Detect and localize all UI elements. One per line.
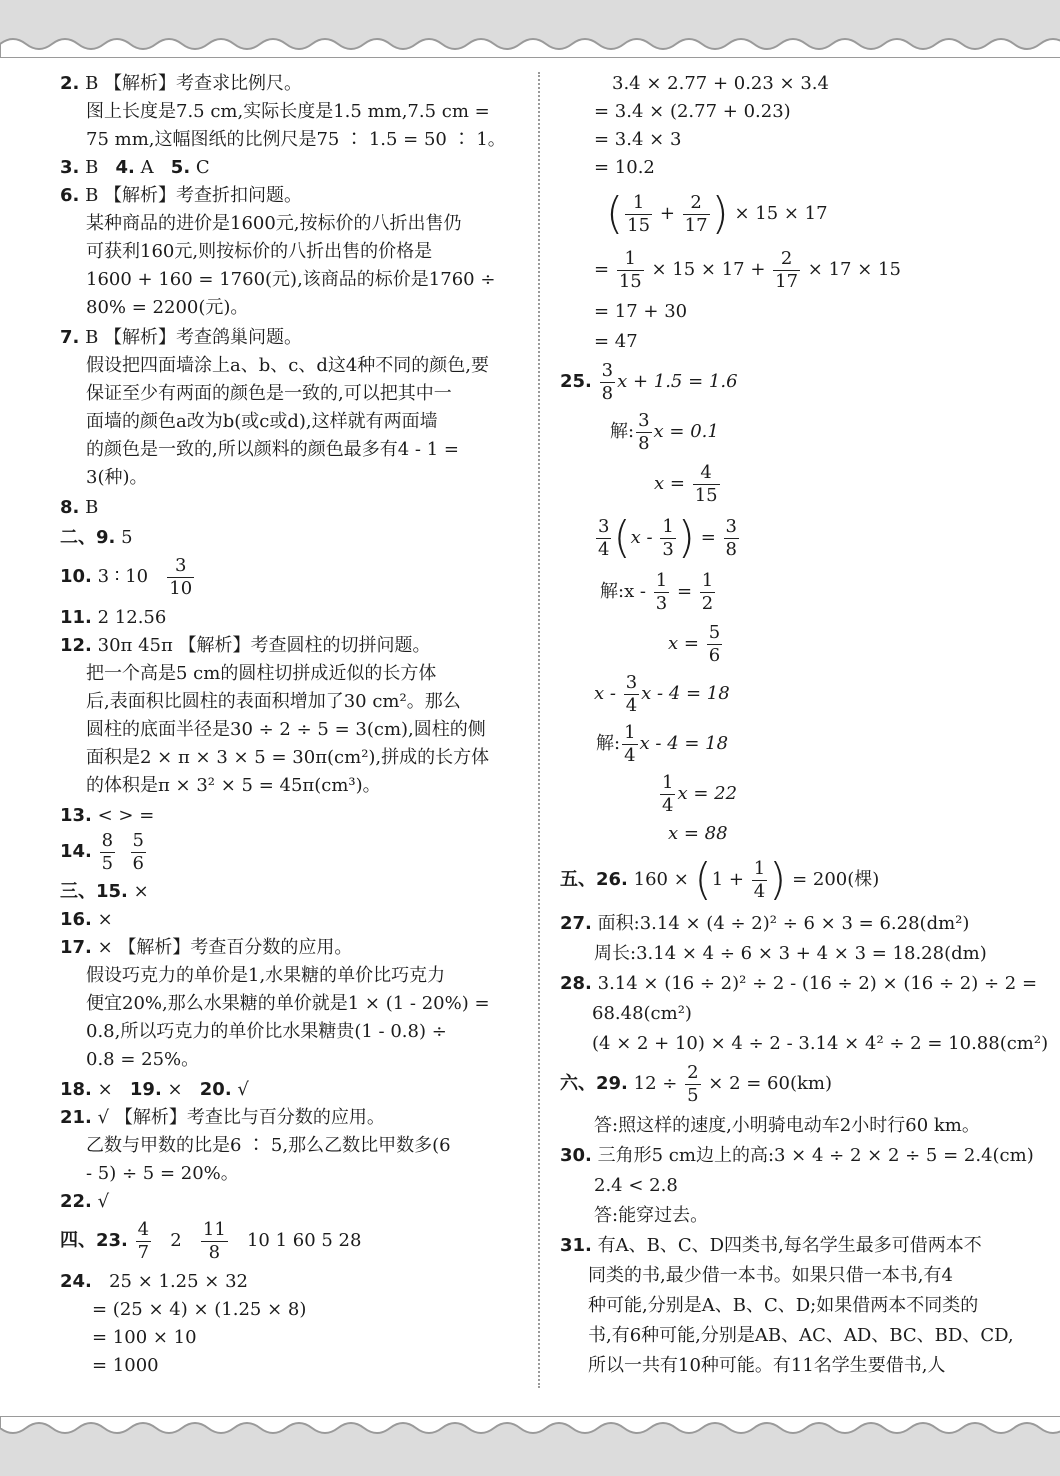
answer-12-line-3: 圆柱的底面半径是30 ÷ 2 ÷ 5 = 3(cm),圆柱的侧: [86, 719, 486, 740]
answer-31-line-3: 种可能,分别是A、B、C、D;如果借两本不同类的: [588, 1295, 979, 1316]
eq-1-step-2: x = $\frac{4}{15}$: [654, 461, 718, 506]
answer-6-line-1: 某种商品的进价是1600元,按标价的八折出售仍: [86, 213, 462, 234]
answer-31-line-5: 所以一共有10种可能。有11名学生要借书,人: [588, 1355, 946, 1376]
answer-2: 2. B 【解析】考查求比例尺。: [60, 73, 303, 94]
answers-18-20: 18. × 19. × 20. √: [60, 1079, 249, 1100]
eq-3-line-1: x - $\frac{3}{4}$ x - 4 = 18: [594, 671, 730, 716]
answer-7: 7. B 【解析】考查鸽巢问题。: [60, 327, 303, 348]
answer-17-line-1: 假设巧克力的单价是1,水果糖的单价比巧克力: [86, 965, 446, 986]
fraction: $\frac{5}{6}$: [132, 829, 144, 874]
answer-7-line-2: 保证至少有两面的颜色是一致的,可以把其中一: [86, 383, 452, 404]
answer-6-line-4: 80% = 2200(元)。: [86, 297, 249, 318]
answer-7-line-3: 面墙的颜色a改为b(或c或d),这样就有两面墙: [86, 411, 438, 432]
answer-30: 30. 三角形5 cm边上的高:3 × 4 ÷ 2 × 2 ÷ 5 = 2.4(cm): [560, 1145, 1034, 1166]
answer-28-line-2: 68.48(cm²): [592, 1003, 692, 1024]
eq-3-step-1: 解: $\frac{1}{4}$ x - 4 = 18: [596, 721, 729, 766]
answer-6-line-3: 1600 + 160 = 1760(元),该商品的标价是1760 ÷: [86, 269, 496, 290]
fraction: $\frac{11}{8}$: [202, 1218, 226, 1263]
fraction: $\frac{1}{3}$: [655, 569, 668, 614]
eq-2-step-2: x = $\frac{5}{6}$: [668, 621, 721, 666]
answer-29-conclusion: 答:照这样的速度,小明骑电动车2小时行60 km。: [594, 1115, 980, 1136]
fraction: $\frac{2}{17}$: [684, 191, 708, 236]
top-wave-border: [0, 0, 1060, 56]
answer-24-line-3: = 100 × 10: [92, 1327, 197, 1348]
answer-30-conclusion: 答:能穿过去。: [594, 1205, 709, 1226]
bottom-wave-decoration: [0, 1416, 1060, 1440]
eq-1-step-1: 解: $\frac{3}{8}$ x = 0.1: [610, 409, 719, 454]
calc-2-line-4: = 47: [594, 331, 638, 352]
answer-26: 五、26. 160 × (1 + $\frac{1}{4}$ ) = 200(棵): [560, 854, 880, 905]
answer-17-line-4: 0.8 = 25%。: [86, 1049, 200, 1070]
answer-24: 24. 25 × 1.25 × 32: [60, 1271, 248, 1292]
answer-31-line-4: 书,有6种可能,分别是AB、AC、AD、BC、BD、CD,: [588, 1325, 1014, 1346]
fraction: $\frac{1}{15}$: [618, 247, 642, 292]
fraction: $\frac{4}{15}$: [694, 461, 718, 506]
fraction: $\frac{2}{5}$: [687, 1061, 699, 1106]
answer-11: 11. 2 12.56: [60, 607, 167, 628]
answer-28: 28. 3.14 × (16 ÷ 2)² ÷ 2 - (16 ÷ 2) × (16 ÷ 2) ÷ 2 =: [560, 973, 1038, 994]
fraction: $\frac{4}{7}$: [137, 1218, 150, 1263]
bottom-wave-border: [0, 1420, 1060, 1476]
fraction: $\frac{1}{4}$: [753, 857, 766, 902]
answer-12-line-4: 面积是2 × π × 3 × 5 = 30π(cm²),拼成的长方体: [86, 747, 490, 768]
answer-21-line-1: 乙数与甲数的比是6 ∶ 5,那么乙数比甲数多(6: [86, 1135, 451, 1156]
fraction: $\frac{2}{17}$: [775, 247, 799, 292]
answer-6: 6. B 【解析】考查折扣问题。: [60, 185, 303, 206]
answer-31-line-2: 同类的书,最少借一本书。如果只借一本书,有4: [588, 1265, 953, 1286]
fraction: $\frac{3}{8}$: [601, 359, 614, 404]
answer-17-line-2: 便宜20%,那么水果糖的单价就是1 × (1 - 20%) =: [86, 993, 490, 1014]
calc-2-line-1: ( $\frac{1}{15}$ + $\frac{2}{17}$ ) × 15 × 17: [606, 188, 828, 239]
fraction: $\frac{1}{15}$: [627, 191, 651, 236]
calc-1-line-3: = 3.4 × 3: [594, 129, 682, 150]
answer-27-line-2: 周长:3.14 × 4 ÷ 6 × 3 + 4 × 3 = 18.28(dm): [594, 943, 987, 964]
answer-2-line-2: 75 mm,这幅图纸的比例尺是75 ∶ 1.5 = 50 ∶ 1。: [86, 129, 506, 150]
fraction: $\frac{1}{2}$: [701, 569, 714, 614]
answer-12-line-2: 后,表面积比圆柱的表面积增加了30 cm²。那么: [86, 691, 461, 712]
answer-16: 16. ×: [60, 909, 113, 930]
fraction: $\frac{3}{4}$: [625, 671, 638, 716]
calc-2-line-3: = 17 + 30: [594, 301, 688, 322]
answer-12: 12. 30π 45π 【解析】考查圆柱的切拼问题。: [60, 635, 431, 656]
answer-31: 31. 有A、B、C、D四类书,每名学生最多可借两本不: [560, 1235, 982, 1256]
eq-3-step-2: $\frac{1}{4}$ x = 22: [662, 771, 738, 816]
eq-3-step-3: x = 88: [668, 823, 728, 844]
answer-7-line-5: 3(种)。: [86, 467, 148, 488]
fraction: $\frac{1}{4}$: [662, 771, 674, 816]
answer-21-line-2: - 5) ÷ 5 = 20%。: [86, 1163, 239, 1184]
calc-2-line-2: = $\frac{1}{15}$ × 15 × 17 + $\frac{2}{17}$ × 17 × 15: [594, 247, 901, 292]
fraction: $\frac{3}{8}$: [638, 409, 650, 454]
answer-22: 22. √: [60, 1191, 110, 1212]
eq-2-line-1: $\frac{3}{4}$ (x - $\frac{1}{3}$ ) = $\frac{3}{8}$: [598, 512, 737, 563]
answer-13: 13. < > =: [60, 805, 155, 826]
calc-1-line-4: = 10.2: [594, 157, 655, 178]
fraction: $\frac{3}{10}$: [169, 554, 193, 599]
answer-29: 六、29. 12 ÷ $\frac{2}{5}$ × 2 = 60(km): [560, 1061, 832, 1106]
calc-1-line-1: 3.4 × 2.77 + 0.23 × 3.4: [612, 73, 829, 94]
eq-2-step-1: 解:x - $\frac{1}{3}$ = $\frac{1}{2}$: [600, 569, 714, 614]
fraction: $\frac{1}{3}$: [662, 515, 674, 560]
answer-7-line-1: 假设把四面墙涂上a、b、c、d这4种不同的颜色,要: [86, 355, 490, 376]
top-wave-decoration: [0, 34, 1060, 58]
answer-2-line-1: 图上长度是7.5 cm,实际长度是1.5 mm,7.5 cm =: [86, 101, 490, 122]
answer-12-line-5: 的体积是π × 3² × 5 = 45π(cm³)。: [86, 775, 381, 796]
answer-27: 27. 面积:3.14 × (4 ÷ 2)² ÷ 6 × 3 = 6.28(dm²): [560, 913, 970, 934]
calc-1-line-2: = 3.4 × (2.77 + 0.23): [594, 101, 791, 122]
fraction: $\frac{1}{4}$: [624, 721, 636, 766]
answer-12-line-1: 把一个高是5 cm的圆柱切拼成近似的长方体: [86, 663, 437, 684]
answer-10: 10. 3 ∶ 10 $\frac{3}{10}$: [60, 554, 193, 599]
fraction: $\frac{8}{5}$: [101, 829, 114, 874]
answer-24-line-4: = 1000: [92, 1355, 159, 1376]
fraction: $\frac{3}{4}$: [598, 515, 610, 560]
answer-14: 14. $\frac{8}{5}$ $\frac{5}{6}$: [60, 829, 144, 874]
answers-3-5: 3. B 4. A 5. C: [60, 157, 210, 178]
answer-17-line-3: 0.8,所以巧克力的单价比水果糖贵(1 - 0.8) ÷: [86, 1021, 447, 1042]
answer-6-line-2: 可获利160元,则按标价的八折出售的价格是: [86, 241, 433, 262]
answer-21: 21. √ 【解析】考查比与百分数的应用。: [60, 1107, 385, 1128]
answer-8: 8. B: [60, 497, 99, 518]
answer-25: 25. $\frac{3}{8}$ x + 1.5 = 1.6: [560, 359, 738, 404]
fraction: $\frac{5}{6}$: [708, 621, 721, 666]
answer-9: 二、9. 5: [60, 527, 133, 548]
fraction: $\frac{3}{8}$: [725, 515, 737, 560]
answer-15: 三、15. ×: [60, 881, 149, 902]
answer-28-line-3: (4 × 2 + 10) × 4 ÷ 2 - 3.14 × 4² ÷ 2 = 10.88(cm²): [592, 1033, 1049, 1054]
answer-7-line-4: 的颜色是一致的,所以颜料的颜色最多有4 - 1 =: [86, 439, 459, 460]
answer-17: 17. × 【解析】考查百分数的应用。: [60, 937, 353, 958]
answer-30-line-2: 2.4 < 2.8: [594, 1175, 678, 1196]
column-divider: [538, 72, 540, 1388]
answer-23: 四、23. $\frac{4}{7}$ 2 $\frac{11}{8}$ 10 1 60 5 28: [60, 1218, 362, 1263]
answer-24-line-2: = (25 × 4) × (1.25 × 8): [92, 1299, 307, 1320]
